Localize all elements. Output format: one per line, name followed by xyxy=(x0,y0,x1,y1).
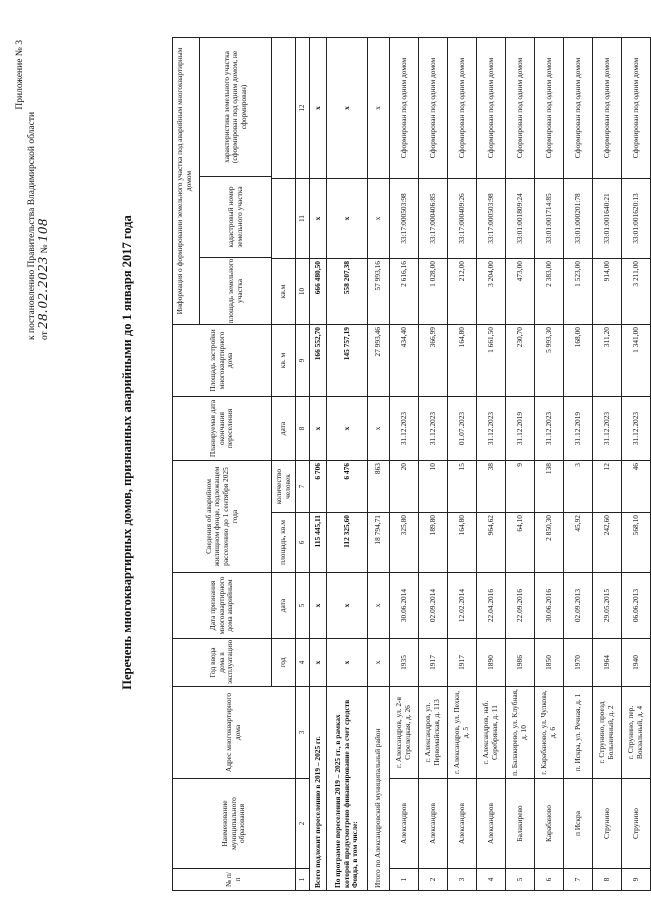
total-alexandrov-row: Итого по Александровский муниципальный район х х 18 794,71 863 х 27 993,46 57 993,16 х х xyxy=(368,37,390,890)
header-emergency-fund: Сведения об аварийном жилищном фонде, подлежащем расселению до 1 сентября 2025 года xyxy=(173,461,272,573)
appendix-date: 28.02.2023 xyxy=(36,255,51,329)
header-land-area: площадь земельного участка xyxy=(200,257,271,324)
table-row: 5 Балакирево п. Балакирево, ул. Клубная, д. 10 1986 22.09.2016 64,10 9 31.12.2019 230,70 473,00 33:01:001809:24 Сформирован под одним домом xyxy=(506,37,535,890)
table-row: 9 Струнино г. Струнино, пер. Вокзальный, д. 4 1940 06.06.2013 568,10 46 31.12.2023 1 341,00 3 211,00 33:01:001620:13 Сформирован под одним домом xyxy=(622,37,651,890)
header-land-characteristic: характеристика земельного участка (сформирован под одним домом, не сформирован) xyxy=(221,50,248,164)
appendix-number: Приложение № 3 xyxy=(15,40,25,110)
header-year: Год ввода дома в эксплуатацию xyxy=(173,639,272,687)
table-row: 8 Струнино г. Струнино, проезд Больничный, д. 2 1964 29.05.2015 242,60 12 31.12.2023 311,20 914,00 33:01:001640:21 Сформирован под одним домом xyxy=(593,37,622,890)
appendix-header xyxy=(14,40,51,340)
header-recognition-date: Дата признания многоквартирного дома аварийным xyxy=(173,573,272,639)
table-row: 2 Александров г. Александров, ул. Первомайская, д. 113 1917 02.09.2014 189,80 10 31.12.2023 366,99 1 028,00 33:17:000406:85 Сформирован под одним домом xyxy=(419,37,448,890)
header-land-info: Информация о формировании земельного участка под аварийным многоквартирным домом площадь земельного участка кадастровый номер земельного участка характеристика земельного участка (сформирован под одним домом, не сформирован) xyxy=(173,37,272,324)
header-cadastral-number: кадастровый номер земельного участка xyxy=(200,176,271,257)
table-row: 4 Александров г. Александров, наб. Серебряная, д. 11 1890 22.04.2016 964,62 38 31.12.2023 1 661,50 3 204,00 33:17:000503:98 Сформирован под одним домом xyxy=(477,37,506,890)
appendix-decree: к постановлению Правительства Владимирской области xyxy=(27,111,37,340)
buildings-table xyxy=(172,37,651,891)
header-building-area: Площадь застройки многоквартирного дома xyxy=(173,325,272,397)
header-address: Адрес многоквартирного дома xyxy=(173,687,296,779)
column-numbers-row: 1 2 3 4 5 6 7 8 9 10 11 12 xyxy=(296,37,310,890)
header-planned-date: Планируемая дата окончания переселения xyxy=(173,397,272,461)
table-row: 3 Александров г. Александров, ул. Пехки, д. 5 1917 12.02.2014 164,80 15 01.07.2023 164,80 212,00 33:17:000409:26 Сформирован под одним домом xyxy=(448,37,477,890)
table-units-row: год дата площадь, кв.м количество человек дата кв. м кв.м xyxy=(272,37,296,890)
table-row: 7 п Искра п. Искра, ул. Речная, д. 1 1970 02.09.2013 45,92 3 31.12.2019 168,00 1 523,00 33:01:000201:78 Сформирован под одним домом xyxy=(564,37,593,890)
table-row: 6 Карабаново г. Карабаново, ул. Чулкова, д. 6 1850 30.06.2016 2 850,30 138 31.12.2023 5 993,30 2 383,00 33:01:001714:85 Сформирован под одним домом xyxy=(535,37,564,890)
table-row: 1 Александров г. Александров, ул. 2-я Стрелецкая, д. 26 1935 30.06.2014 325,80 20 31.12.2023 434,40 2 616,16 33:17:000503:98 Сформирован под одним домом xyxy=(390,37,419,890)
total-program-row: По программе переселения 2019 – 2025 гг., в рамках которой предусмотрено финансирование за счет средств Фонда, в том числе: х х 112 325,60 6 476 х 145 757,19 558 207,38 х х xyxy=(327,37,368,890)
total-all-row: Всего подлежит переселению в 2019 – 2025 гг. х х 115 445,11 6 706 х 166 552,70 666 480,50 х х xyxy=(310,37,327,890)
table-header-row xyxy=(173,37,272,890)
header-number: № п/п xyxy=(173,869,296,891)
appendix-decree-number: 108 xyxy=(36,218,51,243)
header-municipality: Наименование муниципального образования xyxy=(173,779,296,869)
document-title: Перечень многоквартирных домов, признанных аварийными до 1 января 2017 года xyxy=(120,215,134,690)
appendix-date-line: от 28.02.2023 № 108 xyxy=(36,218,51,340)
